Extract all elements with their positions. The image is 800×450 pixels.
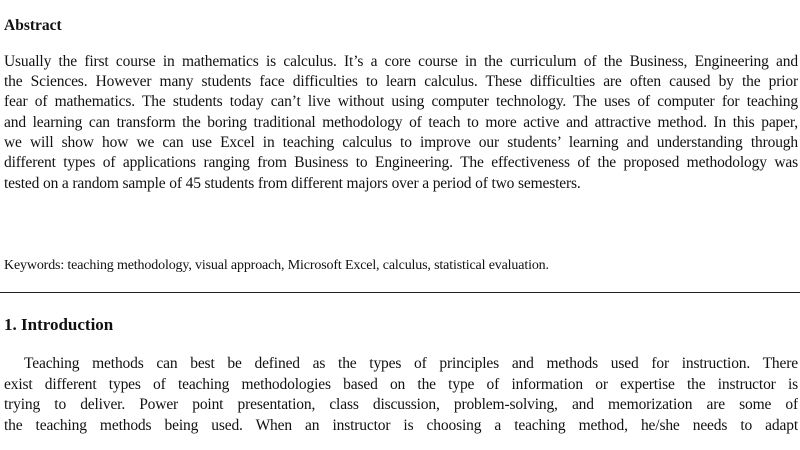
keywords: Keywords: teaching methodology, visual approach, Microsoft Excel, calculus, statistical evaluation. [4,258,549,273]
section-divider [0,292,800,293]
abstract-line: Usually the first course in mathematics is calculus. It’s a core course in the curriculum of the Business, Engineering and [4,53,798,70]
introduction-heading: 1. Introduction [4,315,114,334]
abstract-line: we will show how we can use Excel in teaching calculus to improve our students’ learning and understanding through [4,134,798,151]
intro-line: trying to deliver. Power point presentation, class discussion, problem-solving, and memorization are some of [4,396,798,413]
intro-line: Teaching methods can best be defined as the types of principles and methods used for instruction. There [24,355,798,372]
intro-line: the teaching methods being used. When an instructor is choosing a teaching method, he/she needs to adapt [4,417,798,434]
abstract-line: different types of applications ranging from Business to Engineering. The effectiveness of the proposed methodology was [4,154,798,171]
abstract-heading: Abstract [4,17,62,34]
abstract-line: fear of mathematics. The students today can’t live without using computer technology. The uses of computer for teaching [4,93,798,110]
abstract-line: and learning can transform the boring traditional methodology of teach to more active and attractive method. In this paper, [4,114,798,131]
abstract-line: the Sciences. However many students face difficulties to learn calculus. These difficulties are often caused by the prior [4,73,798,90]
abstract-line: tested on a random sample of 45 students from different majors over a period of two semesters. [4,175,581,192]
intro-line: exist different types of teaching methodologies based on the type of information or expertise the instructor is [4,376,798,393]
